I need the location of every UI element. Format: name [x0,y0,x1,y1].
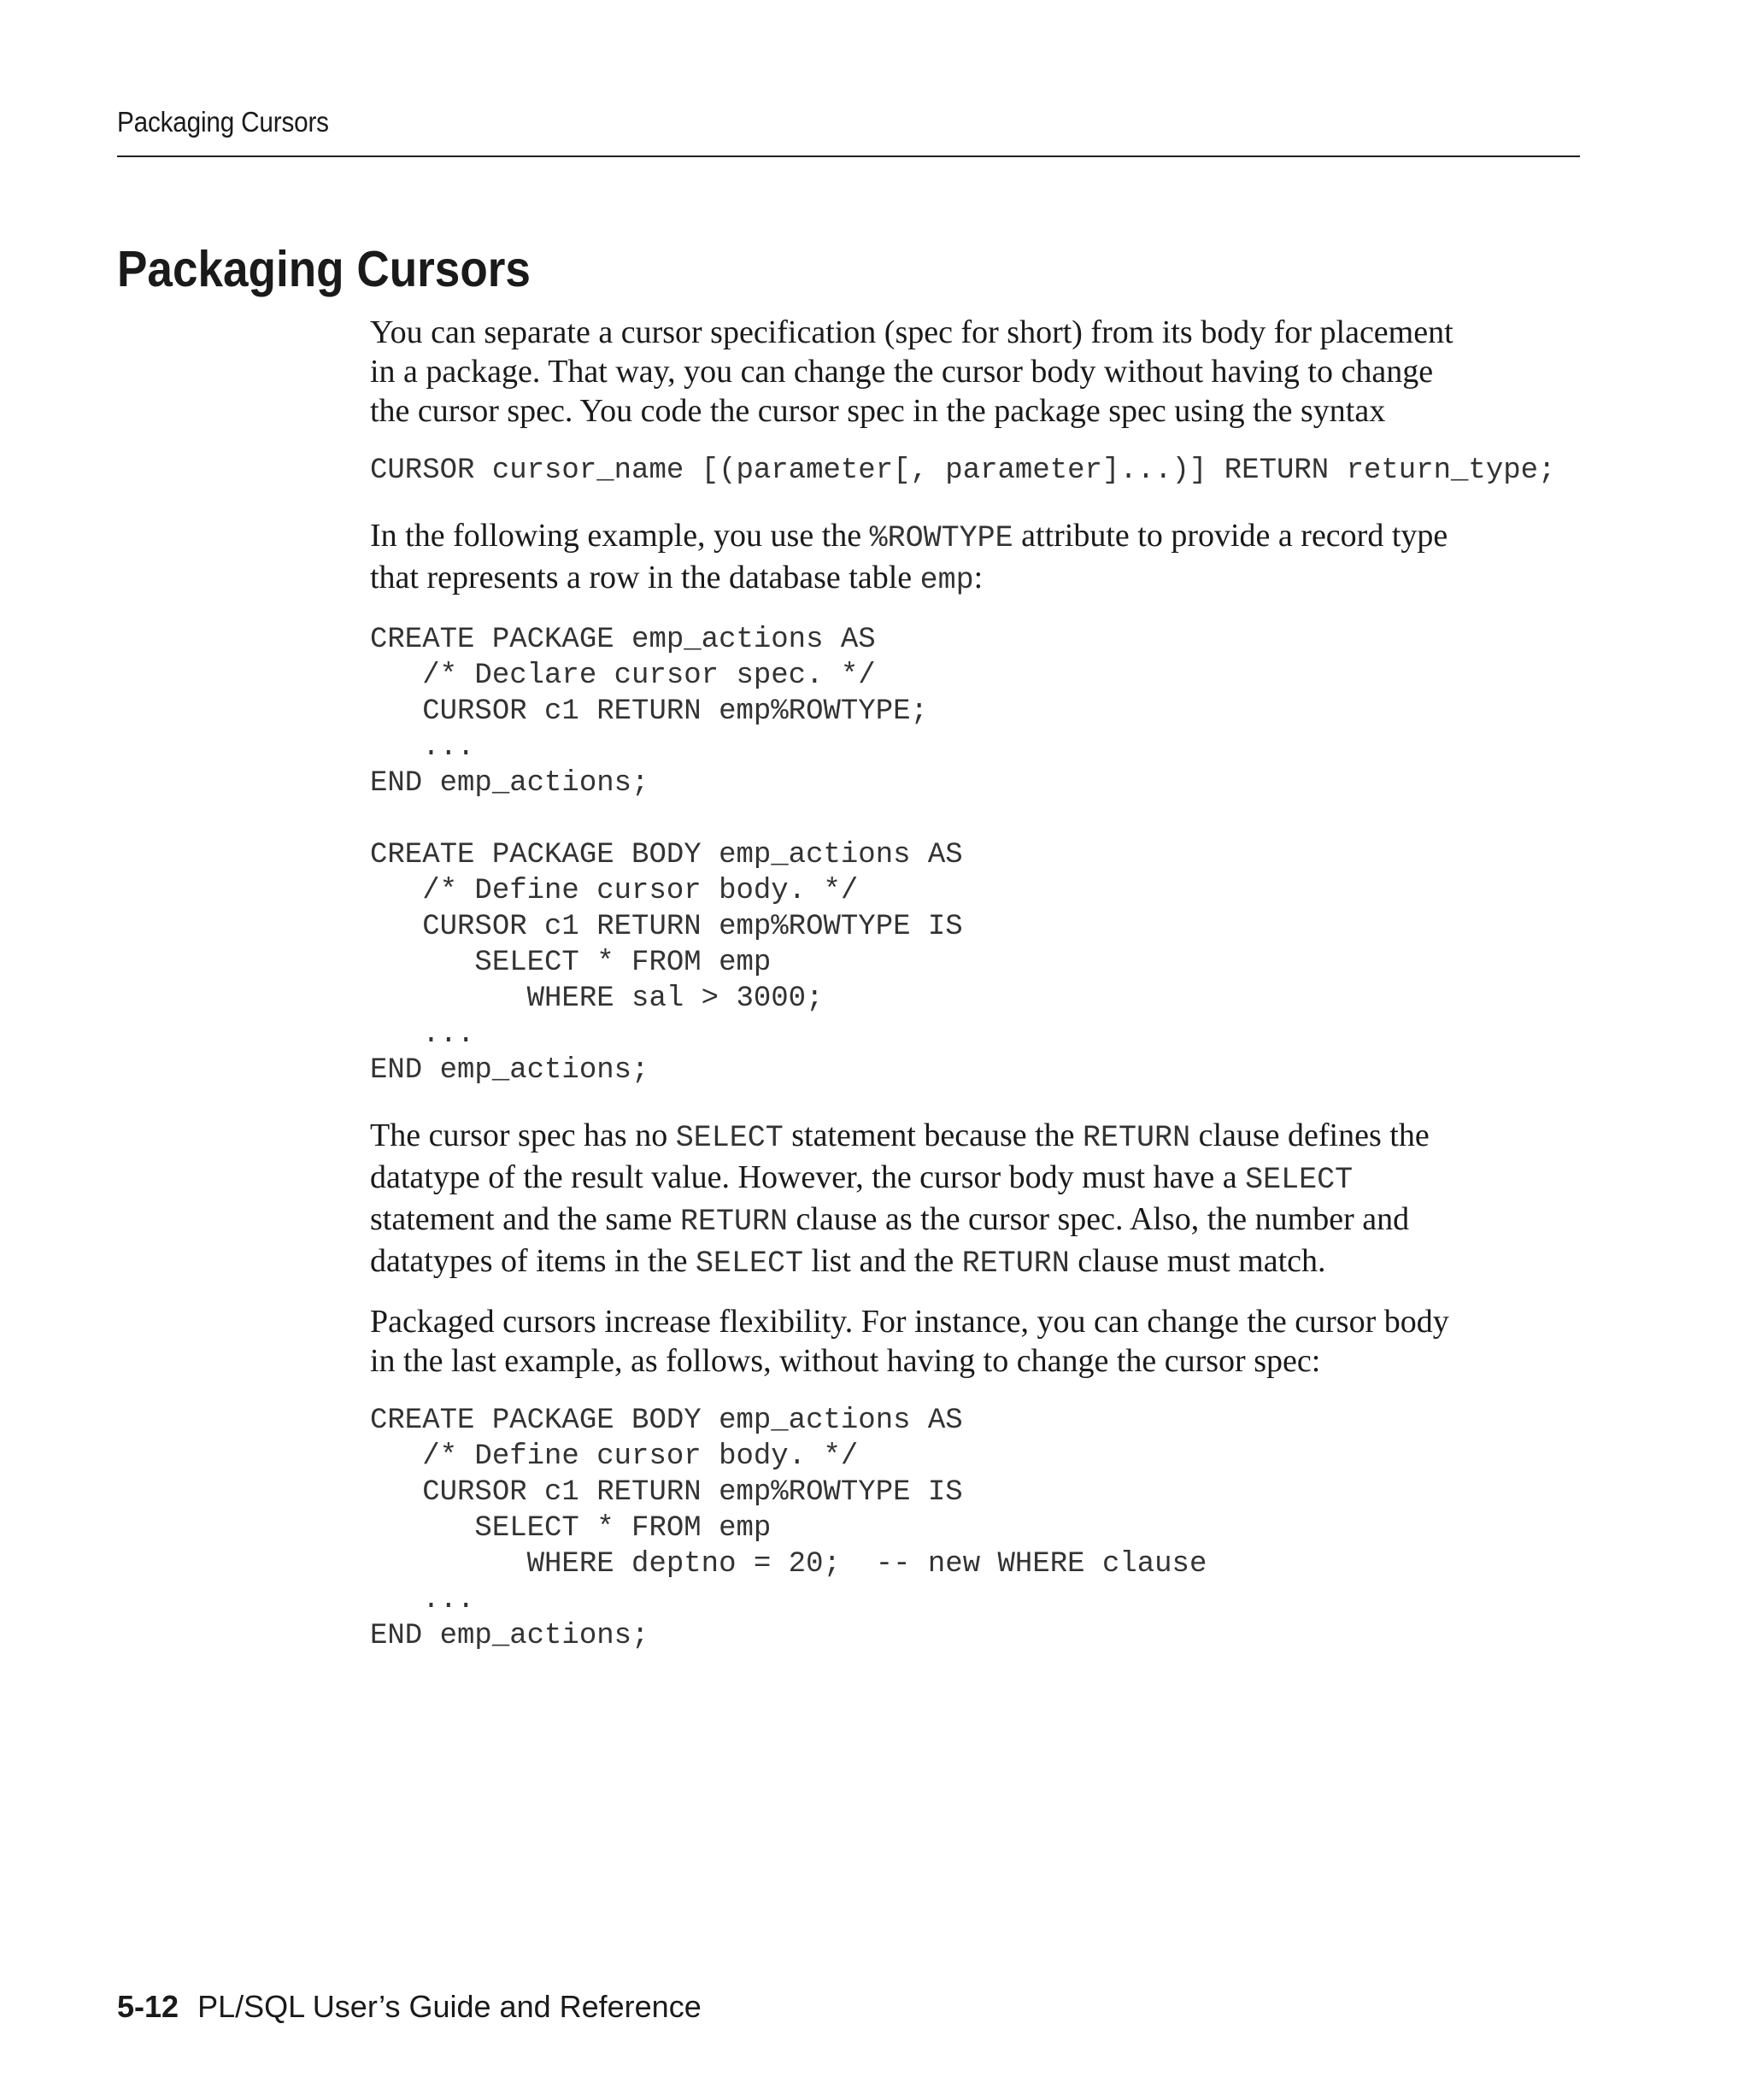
intro-line-1: You can separate a cursor specification (spec for short) from its body for placement [370,314,1453,350]
inline-code: %ROWTYPE [869,521,1013,555]
inline-code: SELECT [695,1247,803,1281]
page-number: 5-12 [117,1989,179,2024]
intro-paragraph [370,313,1583,431]
text-run: datatypes of items in the [370,1243,696,1279]
intro-line-2: in a package. That way, you can change the cursor body without having to change [370,354,1434,390]
text-run: statement and the same [370,1201,680,1237]
cursor-syntax-code: CURSOR cursor_name [(parameter[, parameter]...)] RETURN return_type; [370,455,1556,487]
inline-code: SELECT [1245,1163,1354,1197]
inline-code: SELECT [675,1121,784,1155]
inline-code: RETURN [961,1247,1070,1281]
flexibility-paragraph [370,1302,1583,1381]
book-title: PL/SQL User’s Guide and Reference [197,1989,702,2024]
inline-code: RETURN [1083,1121,1191,1155]
text-run: that represents a row in the database table [370,560,920,595]
running-header: Packaging Cursors [117,106,329,138]
section-title: Packaging Cursors [117,241,531,297]
text-run: list and the [803,1243,962,1279]
cursor-spec-paragraph [370,1116,1583,1283]
text-run: clause as the cursor spec. Also, the number and [788,1201,1410,1237]
text-run: clause must match. [1069,1243,1326,1279]
text-run: statement because the [783,1117,1083,1153]
header-rule [117,155,1580,157]
rowtype-paragraph [370,516,1583,600]
text-run: attribute to provide a record type [1013,518,1448,554]
package-body-example-code: CREATE PACKAGE BODY emp_actions AS /* Define cursor body. */ CURSOR c1 RETURN emp%ROWTYPE IS SELECT * FROM emp WHERE deptno = 20; -- new WHERE clause ... END emp_actions; [370,1405,1207,1652]
text-run: : [973,560,984,595]
package-example-code: CREATE PACKAGE emp_actions AS /* Declare cursor spec. */ CURSOR c1 RETURN emp%ROWTYPE; ... END emp_actions; CREATE PACKAGE BODY emp_actions AS /* Define cursor body. */ CURSOR c1 RETURN emp%ROWTYPE IS SELECT * FROM emp WHERE sal > 3000; ... END emp_actions; [370,624,963,1087]
text-run: datatype of the result value. However, the cursor body must have a [370,1159,1246,1195]
section-body [370,313,1583,1654]
inline-code: RETURN [680,1205,789,1239]
text-run: clause defines the [1190,1117,1430,1153]
running-footer [117,1989,702,2025]
intro-line-3: the cursor spec. You code the cursor spec in the package spec using the syntax [370,393,1386,429]
flexibility-line-2: in the last example, as follows, without having to change the cursor spec: [370,1343,1321,1379]
text-run: The cursor spec has no [370,1117,676,1153]
inline-code: emp [919,563,974,597]
flexibility-line-1: Packaged cursors increase flexibility. For instance, you can change the cursor body [370,1304,1449,1340]
text-run: In the following example, you use the [370,518,870,554]
